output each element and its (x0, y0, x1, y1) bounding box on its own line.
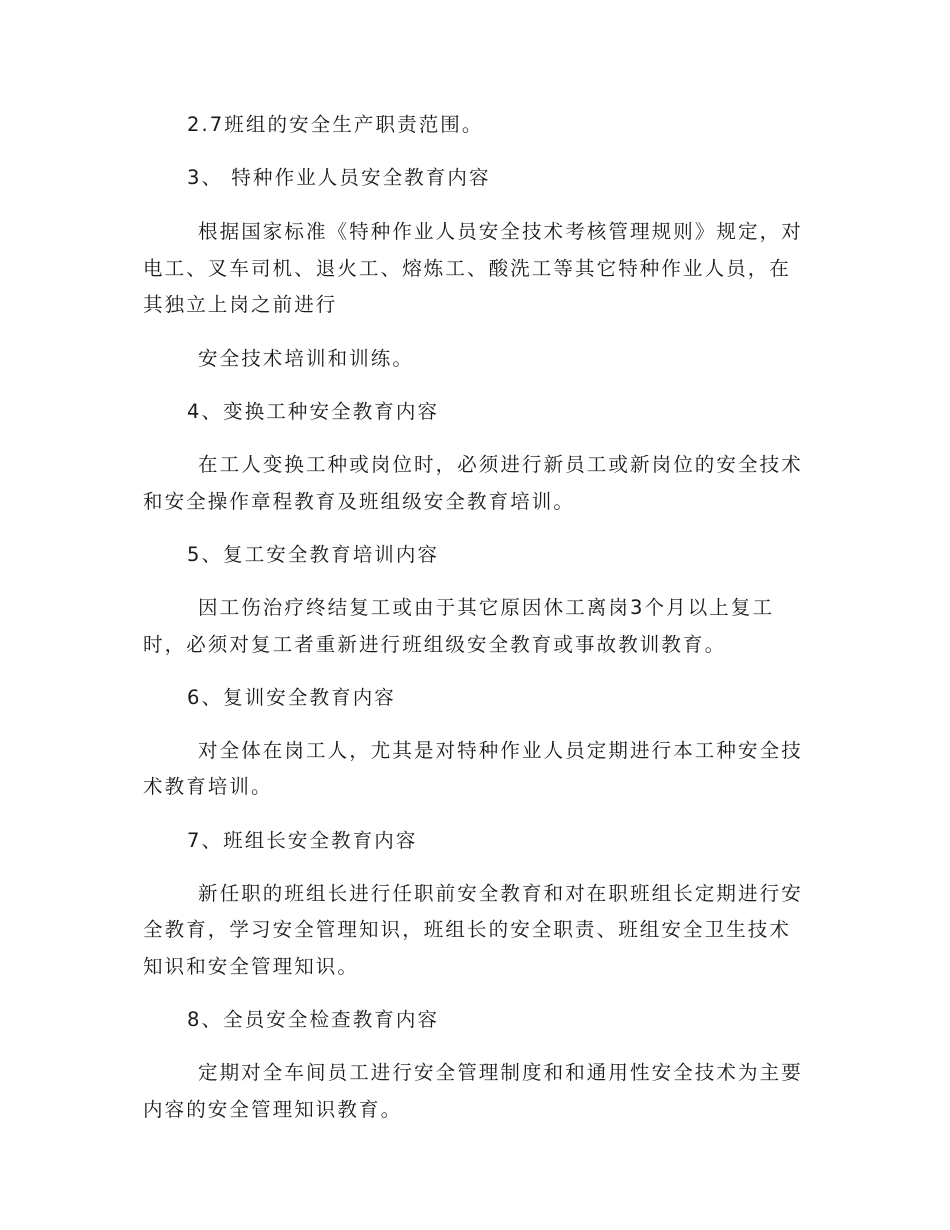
paragraph-line: 根据国家标准《特种作业人员安全技术考核管理规则》规定，对 (198, 220, 803, 243)
paragraph-line: 电工、叉车司机、退火工、熔炼工、酸洗工等其它特种作业人员，在 (143, 257, 792, 280)
heading-section-3: 3、 特种作业人员安全教育内容 (187, 166, 491, 189)
paragraph-line: 对全体在岗工人，尤其是对特种作业人员定期进行本工种安全技 (198, 739, 803, 762)
heading-section-5: 5、复工安全教育培训内容 (187, 543, 440, 566)
paragraph-line: 新任职的班组长进行任职前安全教育和对在职班组长定期进行安 (198, 882, 803, 905)
paragraph-line: 和安全操作章程教育及班组级安全教育培训。 (143, 490, 576, 513)
section-2-7-text: 2.7班组的安全生产职责范围。 (187, 113, 484, 136)
paragraph-line: 因工伤治疗终结复工或由于其它原因休工离岗3个月以上复工 (198, 596, 775, 619)
heading-section-8: 8、全员安全检查教育内容 (187, 1008, 440, 1031)
paragraph-line: 全教育，学习安全管理知识，班组长的安全职责、班组安全卫生技术 (143, 918, 792, 941)
heading-section-4: 4、变换工种安全教育内容 (187, 400, 440, 423)
paragraph-line: 知识和安全管理知识。 (143, 955, 360, 978)
heading-section-6: 6、复训安全教育内容 (187, 686, 396, 709)
paragraph-line: 其独立上岗之前进行 (143, 293, 338, 316)
paragraph-line: 定期对全车间员工进行安全管理制度和和通用性安全技术为主要 (198, 1061, 803, 1084)
paragraph-line: 内容的安全管理知识教育。 (143, 1098, 403, 1121)
paragraph-line: 在工人变换工种或岗位时，必须进行新员工或新岗位的安全技术 (198, 453, 803, 476)
heading-section-7: 7、班组长安全教育内容 (187, 829, 418, 852)
paragraph-line: 安全技术培训和训练。 (198, 347, 415, 370)
paragraph-line: 术教育培训。 (143, 775, 273, 798)
paragraph-line: 时，必须对复工者重新进行班组级安全教育或事故教训教育。 (143, 633, 727, 656)
